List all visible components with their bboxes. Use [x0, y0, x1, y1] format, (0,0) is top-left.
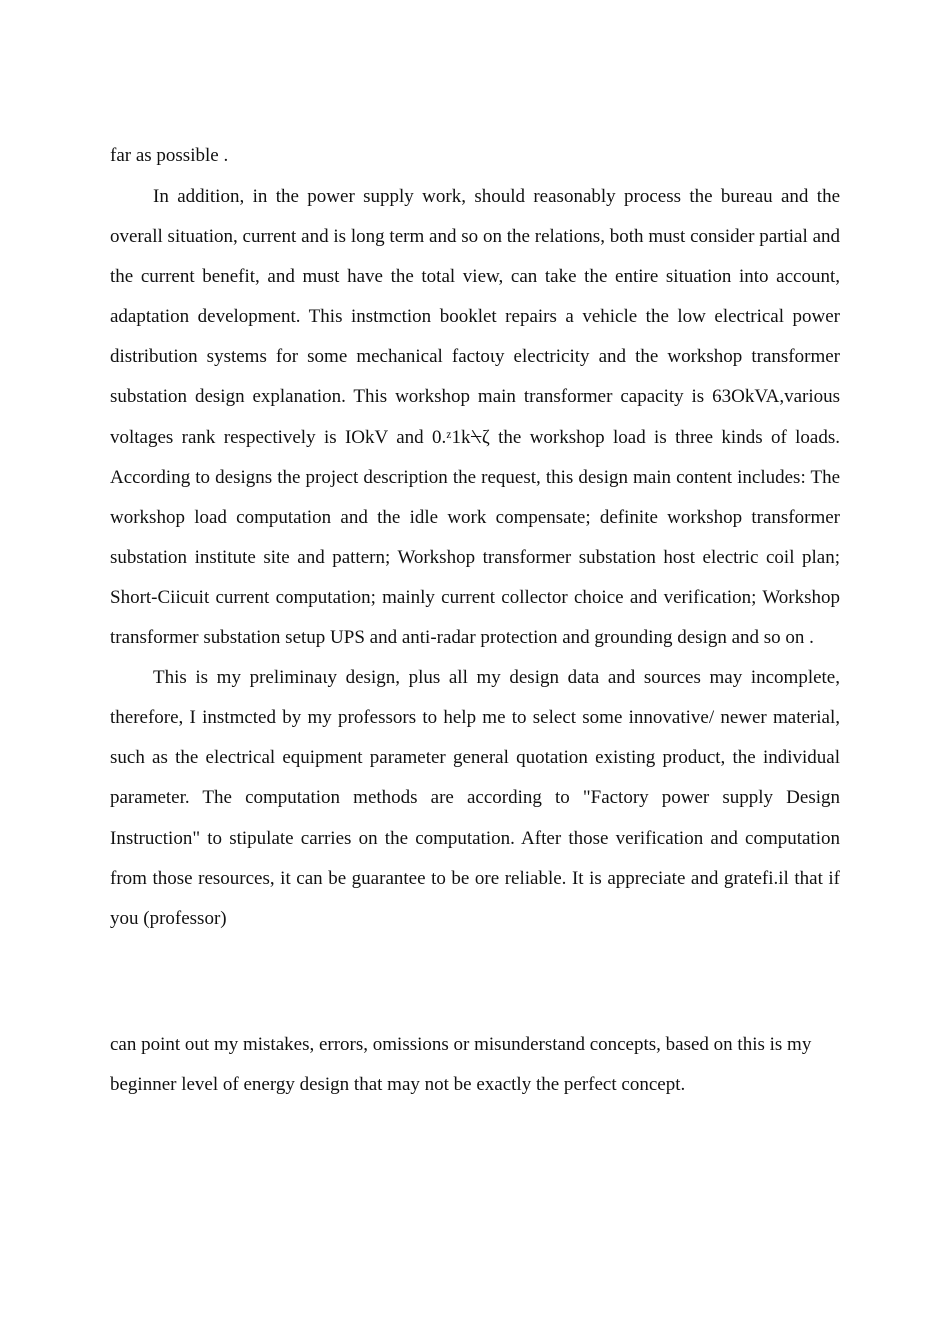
paragraph-fragment-block — [110, 136, 840, 176]
paragraph-2: This is my preliminaιy design, plus all my design data and sources may incomplete, therefore, I instmcted by my professors to help me to select some innovative/ newer material, such as the electrical equipment parameter general quotation existing product, the individual parameter. The computation methods are according to "Factory power supply Design Instruction" to stipulate carries on the computation. After those verification and computation from those resources, it can be guarantee to be ore reliable. It is appreciate and gratefi.il that if you (professor) — [110, 667, 840, 929]
paragraph-fragment: far as possible . — [110, 145, 229, 166]
main-paragraphs-block — [110, 177, 840, 939]
paragraph-3: can point out my mistakes, errors, omissions or misunderstand concepts, based on this is my beginner level of energy design that may not be exactly the perfect concept. — [110, 1034, 812, 1096]
continuation-paragraph-block — [110, 1025, 840, 1105]
paragraph-1: In addition, in the power supply work, should reasonably process the bureau and the overall situation, current and is long term and so on the relations, both must consider partial and the current benefit, and must have the total view, can take the entire situation into account, adaptation development. This instmction booklet repairs a vehicle the low electrical power distribution systems for some mechanical factoιy electricity and the workshop transformer substation design explanation. This workshop main transformer capacity is 63OkVA,various voltages rank respectively is IOkV and 0.ᶻ1k⍀ζ the workshop load is three kinds of loads. According to designs the project description the request, this design main content includes: The workshop load computation and the idle work compensate; definite workshop transformer substation institute site and pattern; Workshop transformer substation host electric coil plan; Short-Ciicuit current computation; mainly current collector choice and verification; Workshop transformer substation setup UPS and anti-radar protection and grounding design and so on . — [110, 186, 840, 649]
